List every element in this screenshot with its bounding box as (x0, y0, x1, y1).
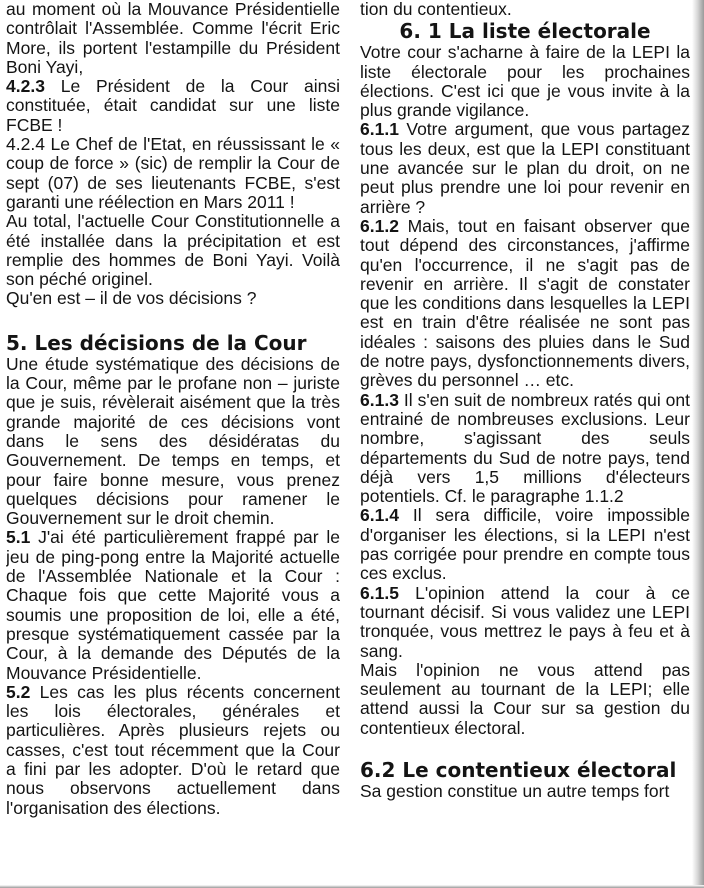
section-number: 6.1.5 (360, 582, 399, 603)
paragraph-text: Les cas les plus récents concernent les lois électorales, générales et particulières. Après plusieurs rejets ou casses, c'est tout récemment que la Cour a fini par les adopter. D'où le retard que nous observons actuellement dans l'organisation des élections. (6, 681, 340, 818)
left-column (6, 0, 340, 888)
paragraph (6, 683, 340, 818)
paragraph (360, 120, 690, 216)
paragraph: Une étude systématique des décisions de la Cour, même par le profane non – juriste que je suis, révèlerait aisément que la très grande majorité de ces décisions vont dans le sens des désidératas du Gouvernement. De temps en temps, et pour faire bonne mesure, vous prenez quelques décisions pour ramener le Gouvernement sur le droit chemin. (6, 353, 340, 529)
paragraph: Au total, l'actuelle Cour Constitutionnelle a été installée dans la précipitation et est remplie des hommes de Boni Yayi. Voilà son péché originel. (6, 211, 340, 290)
paragraph-text: Il sera difficile, voire impossible d'organiser les élections, si la LEPI n'est pas corrigée pour prendre en compte tous ces exclus. (360, 505, 690, 584)
paragraph (360, 217, 690, 391)
paragraph: Sa gestion constitue un autre temps fort (360, 780, 670, 801)
paragraph: Qu'en est – il de vos décisions ? (6, 288, 257, 309)
paragraph (6, 528, 340, 682)
paragraph-text: Le Chef de l'Etat, en réussissant le « coup de force » (sic) de remplir la Cour de sept (07) de ses lieutenants FCBE, s'est garanti une réélection en Mars 2011 ! (6, 134, 340, 212)
section-heading: 6. 1 La liste électorale (399, 19, 651, 44)
section-number: 5.1 (6, 527, 31, 548)
page-shadow-right (692, 0, 704, 888)
paragraph-text: Le Président de la Cour ainsi constituée, était candidat sur une liste FCBE ! (6, 76, 340, 135)
spacer (6, 309, 340, 331)
paragraph (360, 584, 690, 661)
section-number: 4.2.4 (6, 134, 45, 155)
paragraph-text: L'opinion attend la cour à ce tournant décisif. Si vous validez une LEPI tronquée, vous mettrez le pays à feu et à sang. (360, 582, 690, 661)
paragraph (6, 77, 340, 135)
section-heading: 6.2 Le contentieux électoral (360, 757, 677, 782)
section-heading: 5. Les décisions de la Cour (6, 330, 307, 355)
paragraph-text: Il s'en suit de nombreux ratés qui ont entrainé de nombreuses exclusions. Leur nombre, s'agissant des seuls départements du Sud de notre pays, tend déjà vers 1,5 millions d'électeurs potentiels. Cf. le paragraphe 1.1.2 (360, 389, 690, 507)
paragraph-text: J'ai été particulièrement frappé par le jeu de ping-pong entre la Majorité actuelle de l'Assemblée Nationale et la Cour : Chaque fois que cette Majorité vous a soumis une proposition de loi, elle a été, presque systématiquement cassée par la Cour, à la demande des Députés de la Mouvance Présidentielle. (6, 527, 340, 683)
section-number: 5.2 (6, 681, 31, 702)
paragraph-text: Votre argument, que vous partagez tous les deux, est que la LEPI constituant une avancée sur le plan du droit, on ne peut plus prendre une loi pour revenir en arrière ? (360, 119, 690, 217)
section-number: 6.1.2 (360, 215, 399, 236)
spacer (360, 738, 690, 758)
paragraph-text: Mais, tout en faisant observer que tout dépend des circonstances, j'affirme qu'en l'occurrence, il ne s'agit pas de revenir en arrière. Il s'agit de constater que les conditions dans lesquelles la LEPI est en train d'être réalisée ne sont pas idéales : saisons des pluies dans le Sud de notre pays, dysfonctionnements divers, grèves du personnel … etc. (360, 215, 690, 391)
paragraph (360, 391, 690, 507)
right-column (360, 0, 690, 888)
paragraph (360, 506, 690, 583)
paragraph: tion du contentieux. (360, 0, 512, 19)
paragraph: au moment où la Mouvance Présidentielle contrôlait l'Assemblée. Comme l'écrit Eric More, ils portent l'estampille du Président Boni Yayi, (6, 0, 340, 77)
section-number: 6.1.1 (360, 119, 399, 140)
section-number: 6.1.4 (360, 505, 399, 526)
paragraph (6, 135, 340, 212)
paragraph: Votre cour s'acharne à faire de la LEPI la liste électorale pour les prochaines élections. C'est ici que je vous invite à la plus grande vigilance. (360, 42, 690, 121)
section-number: 4.2.3 (6, 76, 45, 97)
section-number: 6.1.3 (360, 389, 399, 410)
paragraph: Mais l'opinion ne vous attend pas seulement au tournant de la LEPI; elle attend aussi la Cour sur sa gestion du contentieux électoral. (360, 659, 690, 738)
